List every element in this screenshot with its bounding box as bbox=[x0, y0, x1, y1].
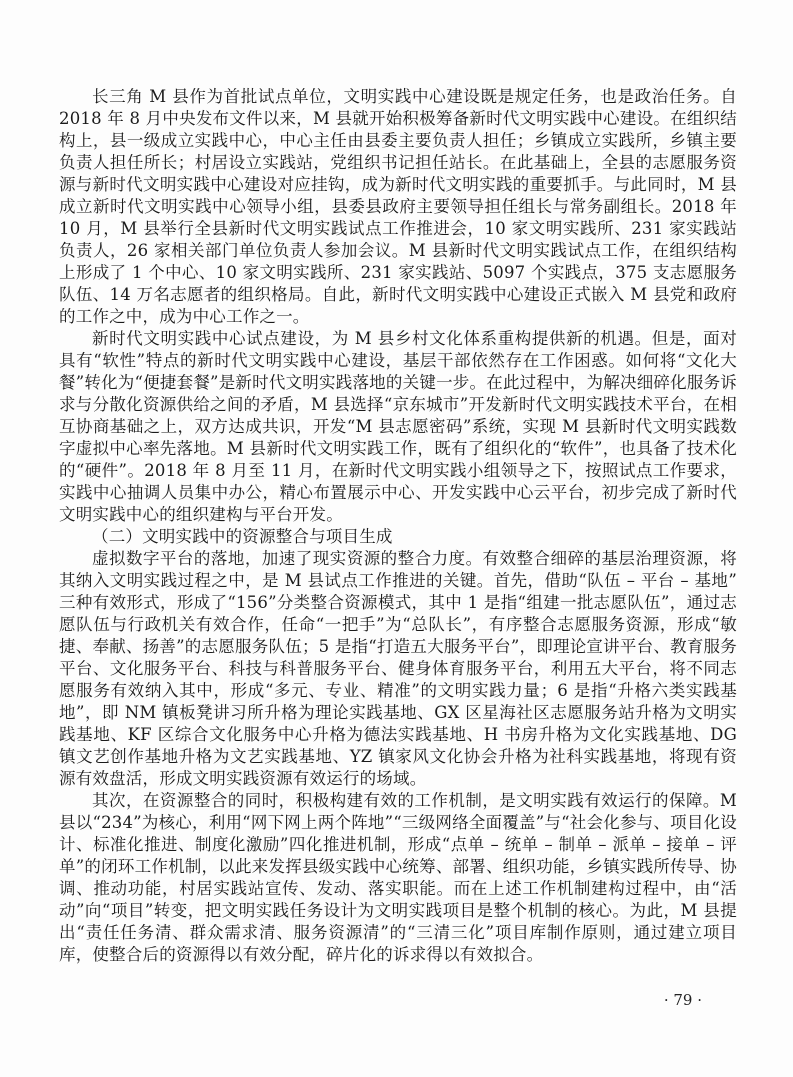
paragraph-2: 新时代文明实践中心试点建设，为 M 县乡村文化体系重构提供新的机遇。但是，面对具有“软性”特点的新时代文明实践中心建设，基层干部依然存在工作困惑。如何将“文化大餐”转化为“便捷套餐”是新时代文明实践落地的关键一步。在此过程中，为解决细碎化服务诉求与分散化资源供给之间的矛盾，M 县选择“京东城市”开发新时代文明实践技术平台，在相互协商基础之上，双方达成共识，开发“M 县志愿密码”系统，实现 M 县新时代文明实践数字虚拟中心率先落地。M 县新时代文明实践工作，既有了组织化的“软件”，也具备了技术化的“硬件”。2018 年 8 月至 11 月，在新时代文明实践小组领导之下，按照试点工作要求，实践中心抽调人员集中办公，精心布置展示中心、开发实践中心云平台，初步完成了新时代文明实践中心的组织建构与平台开发。 bbox=[59, 329, 737, 524]
paragraph-1: 长三角 M 县作为首批试点单位，文明实践中心建设既是规定任务，也是政治任务。自 2018 年 8 月中央发布文件以来，M 县就开始积极筹备新时代文明实践中心建设。在组织结构上，县一级成立实践中心，中心主任由县委主要负责人担任；乡镇成立实践所，乡镇主要负责人担任所长；村居设立实践站，党组织书记担任站长。在此基础上，全县的志愿服务资源与新时代文明实践中心建设对应挂钩，成为新时代文明实践的重要抓手。与此同时，M 县成立新时代文明实践中心领导小组，县委县政府主要领导担任组长与常务副组长。2018 年 10 月，M 县举行全县新时代文明实践试点工作推进会，10 家文明实践所、231 家实践站负责人，26 家相关部门单位负责人参加会议。M 县新时代文明实践试点工作，在组织结构上形成了 1 个中心、10 家文明实践所、231 家实践站、5097 个实践点，375 支志愿服务队伍、14 万名志愿者的组织格局。自此，新时代文明实践中心建设正式嵌入 M 县党和政府的工作之中，成为中心工作之一。 bbox=[59, 87, 737, 326]
page-number: · 79 · bbox=[663, 991, 702, 1009]
section-heading: （二）文明实践中的资源整合与项目生成 bbox=[92, 527, 393, 546]
article-body bbox=[59, 86, 737, 966]
paragraph-3: 虚拟数字平台的落地，加速了现实资源的整合力度。有效整合细碎的基层治理资源，将其纳入文明实践过程之中，是 M 县试点工作推进的关键。首先，借助“队伍 – 平台 – 基地”三种有效形式，形成了“156”分类整合资源模式，其中 1 是指“组建一批志愿队伍”，通过志愿队伍与行政机关有效合作，任命“一把手”为“总队长”，有序整合志愿服务资源，形成“敏捷、奉献、扬善”的志愿服务队伍；5 是指“打造五大服务平台”，即理论宣讲平台、教育服务平台、文化服务平台、科技与科普服务平台、健身体育服务平台，利用五大平台，将不同志愿服务有效纳入其中，形成“多元、专业、精准”的文明实践力量；6 是指“升格六类实践基地”，即 NM 镇板凳讲习所升格为理论实践基地、GX 区星海社区志愿服务站升格为文明实践基地、KF 区综合文化服务中心升格为德法实践基地、H 书房升格为文化实践基地、DG 镇文艺创作基地升格为文艺实践基地、YZ 镇家风文化协会升格为社科实践基地，将现有资源有效盘活，形成文明实践资源有效运行的场域。 bbox=[59, 549, 737, 788]
paragraph-4: 其次，在资源整合的同时，积极构建有效的工作机制，是文明实践有效运行的保障。M 县以“234”为核心，利用“网下网上两个阵地”“三级网络全面覆盖”与“社会化参与、项目化设计、标准化推进、制度化激励”四化推进机制，形成“点单 – 统单 – 制单 – 派单 – 接单 – 评单”的闭环工作机制，以此来发挥县级实践中心统筹、部署、组织功能，乡镇实践所传导、协调、推动功能，村居实践站宣传、发动、落实职能。而在上述工作机制建构过程中，由“活动”向“项目”转变，把文明实践任务设计为文明实践项目是整个机制的核心。为此，M 县提出“责任任务清、群众需求清、服务资源清”的“三清三化”项目库制作原则，通过建立项目库，使整合后的资源得以有效分配，碎片化的诉求得以有效拟合。 bbox=[59, 791, 737, 964]
